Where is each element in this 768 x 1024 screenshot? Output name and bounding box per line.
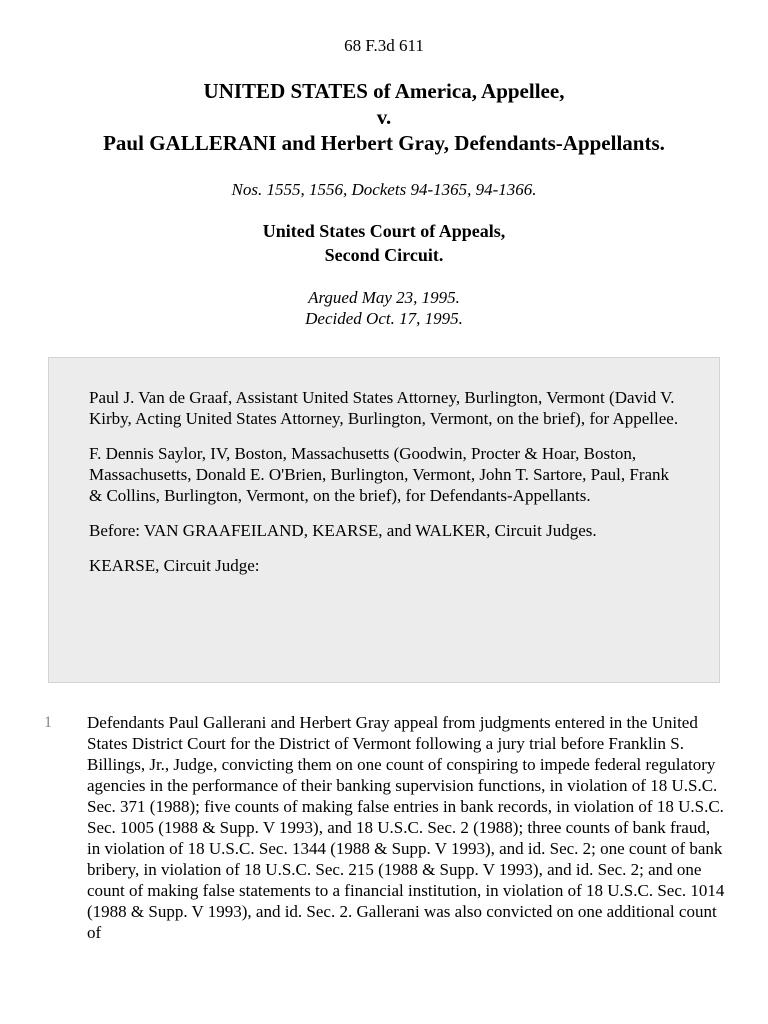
paragraph-number: 1	[44, 714, 52, 731]
opinion-author: KEARSE, Circuit Judge:	[89, 556, 260, 575]
court-name	[0, 219, 768, 267]
case-dates	[0, 287, 768, 329]
paragraph-text: Defendants Paul Gallerani and Herbert Gray appeal from judgments entered in the United States District Court for the District of Vermont following a jury trial before Franklin S. Billings, Jr., Judge, convicting them on one count of conspiring to impede federal regulatory agencies in the performance of their banking supervision functions, in violation of 18 U.S.C. Sec. 371 (1988); five counts of making false entries in bank records, in violation of 18 U.S.C. Sec. 1005 (1988 & Supp. V 1993), and 18 U.S.C. Sec. 2 (1988); three counts of bank fraud, in violation of 18 U.S.C. Sec. 1344 (1988 & Supp. V 1993), and id. Sec. 2; one count of bank bribery, in violation of 18 U.S.C. Sec. 215 (1988 & Supp. V 1993), and id. Sec. 2; and one count of making false statements to a financial institution, in violation of 18 U.S.C. Sec. 1014 (1988 & Supp. V 1993), and id. Sec. 2. Gallerani was also convicted on one additional count of	[87, 713, 725, 942]
counsel-appellee: Paul J. Van de Graaf, Assistant United States Attorney, Burlington, Vermont (David V. Kirby, Acting United States Attorney, Burlington, Vermont, on the brief), for Appellee.	[89, 388, 679, 428]
argued-date: Argued May 23, 1995.	[308, 288, 460, 307]
paragraph	[0, 712, 768, 943]
panel-judges: Before: VAN GRAAFEILAND, KEARSE, and WALKER, Circuit Judges.	[89, 521, 597, 540]
caption-versus: v.	[376, 105, 392, 129]
counsel-box	[48, 357, 720, 683]
decided-date: Decided Oct. 17, 1995.	[305, 309, 463, 328]
opinion-body	[0, 712, 768, 943]
citation: 68 F.3d 611	[344, 36, 424, 55]
case-caption	[0, 78, 768, 156]
counsel-appellants: F. Dennis Saylor, IV, Boston, Massachusetts (Goodwin, Procter & Hoar, Boston, Massachusetts, Donald E. O'Brien, Burlington, Vermont, John T. Sartore, Paul, Frank & Collins, Burlington, Vermont, on the brief), for Defendants-Appellants.	[89, 444, 670, 505]
court-name-line2: Second Circuit.	[324, 245, 444, 265]
docket-numbers: Nos. 1555, 1556, Dockets 94-1365, 94-1366.	[231, 180, 537, 199]
court-name-line1: United States Court of Appeals,	[262, 221, 506, 241]
caption-appellee: UNITED STATES of America, Appellee,	[203, 79, 565, 103]
caption-appellants: Paul GALLERANI and Herbert Gray, Defendants-Appellants.	[103, 131, 665, 155]
